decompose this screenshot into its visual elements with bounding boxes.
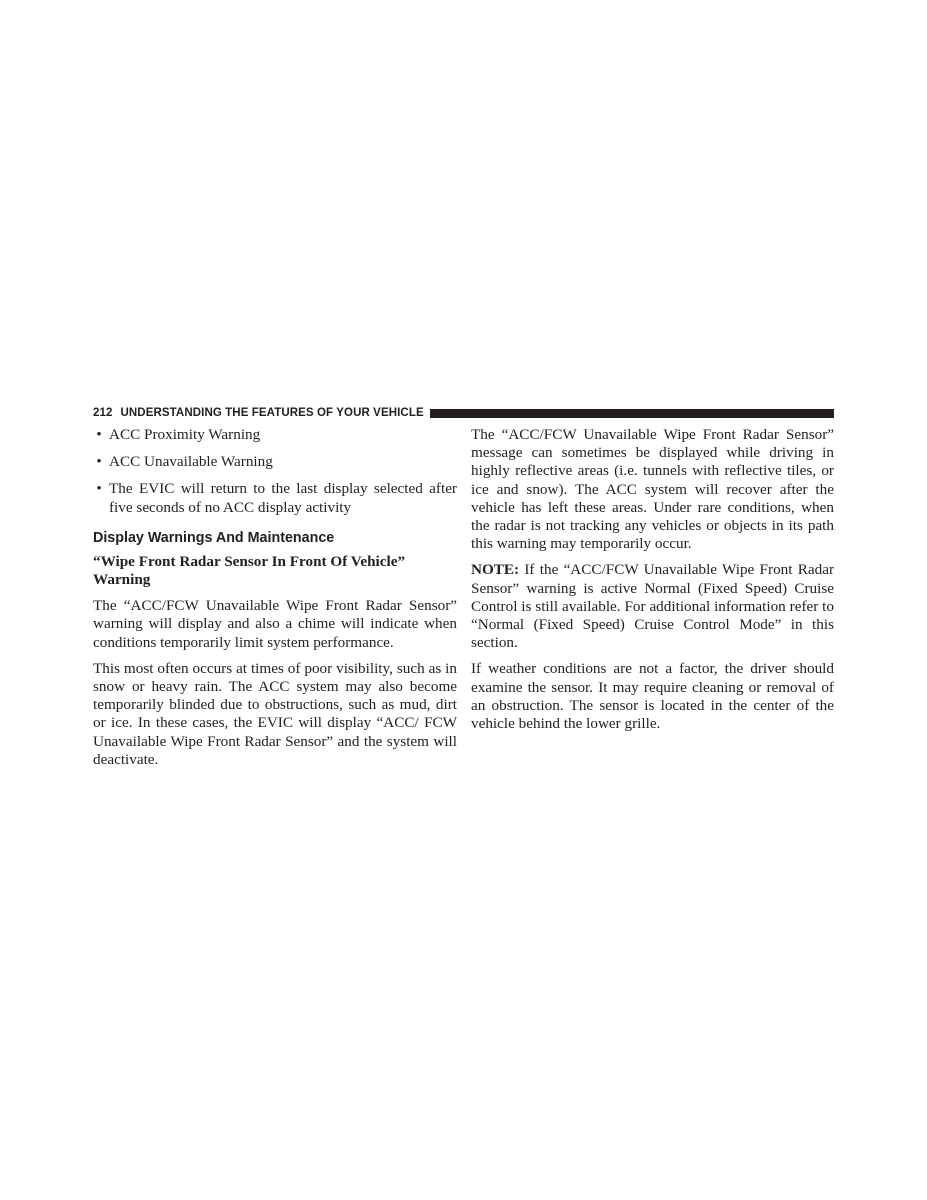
note-paragraph — [471, 561, 834, 652]
body-paragraph: The “ACC/FCW Unavailable Wipe Front Radar Sensor” message can sometimes be displayed while driving in highly reflective areas (i.e. tunnels with reflective tiles, or ice and snow). The ACC system will recover after the vehicle has left these areas. Under rare conditions, when the radar is not tracking any vehicles or objects in its path this warning may temporarily occur. — [471, 426, 834, 553]
body-paragraph: This most often occurs at times of poor visibility, such as in snow or heavy rain. The ACC system may also become temporarily blinded due to obstructions, such as mud, dirt or ice. In these cases, the EVIC will display “ACC/ FCW Unavailable Wipe Front Radar Sensor” and the system will deactivate. — [93, 659, 457, 768]
list-item — [93, 426, 457, 444]
bullet-icon: • — [96, 453, 102, 471]
section-title: UNDERSTANDING THE FEATURES OF YOUR VEHICLE — [120, 407, 424, 419]
note-label: NOTE: — [471, 561, 520, 579]
list-item — [93, 480, 457, 516]
bullet-text: ACC Unavailable Warning — [109, 453, 273, 471]
left-column — [93, 426, 457, 777]
bullet-list — [93, 426, 457, 517]
list-item — [93, 453, 457, 471]
bullet-text: ACC Proximity Warning — [109, 426, 261, 443]
subsection-heading: “Wipe Front Radar Sensor In Front Of Vehicle” Warning — [93, 552, 406, 589]
note-text: If the “ACC/FCW Unavailable Wipe Front Radar Sensor” warning is active Normal (Fixed Speed) Cruise Control is still available. For additional information refer to “Normal (Fixed Speed) Cruise Control Mode” in this section. — [471, 561, 834, 652]
body-paragraph: If weather conditions are not a factor, the driver should examine the sensor. It may require cleaning or removal of an obstruction. The sensor is located in the center of the vehicle behind the lower grille. — [471, 660, 834, 733]
page-header — [93, 405, 834, 421]
bullet-icon: • — [96, 426, 102, 443]
bullet-icon: • — [96, 480, 102, 498]
page-number: 212 — [93, 407, 113, 419]
section-heading: Display Warnings And Maintenance — [93, 529, 335, 546]
body-paragraph: The “ACC/FCW Unavailable Wipe Front Radar Sensor” warning will display and also a chime will indicate when conditions temporarily limit system performance. — [93, 597, 457, 651]
bullet-text: The EVIC will return to the last display selected after five seconds of no ACC display activity — [109, 480, 457, 516]
header-rule — [430, 409, 834, 418]
right-column — [471, 426, 834, 741]
